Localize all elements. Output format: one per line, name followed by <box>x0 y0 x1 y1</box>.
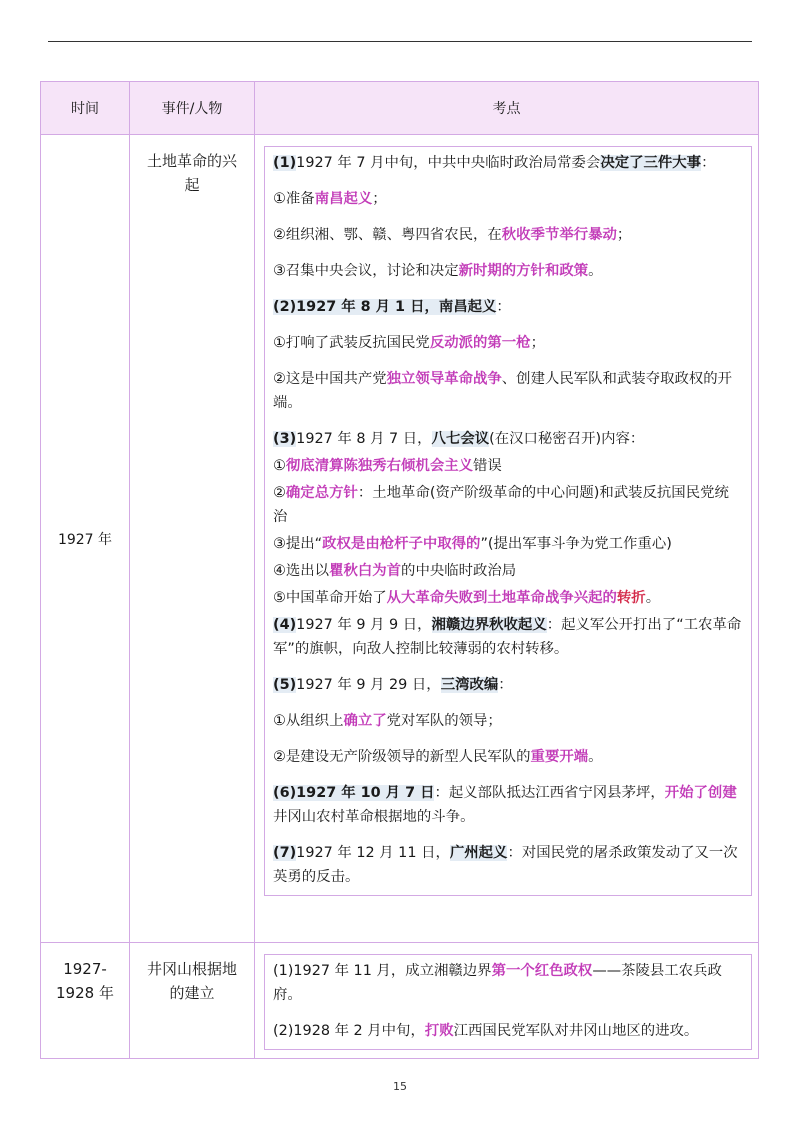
list-item: (3)1927 年 8 月 7 日，八七会议(在汉口秘密召开)内容： <box>273 431 645 447</box>
list-item: ①彻底清算陈独秀右倾机会主义错误 <box>273 458 502 474</box>
row-points <box>255 135 759 943</box>
page-number: 15 <box>393 1080 407 1093</box>
list-item: (2)1928 年 2 月中旬，打败江西国民党军队对井冈山地区的进攻。 <box>273 1023 699 1039</box>
list-item: (2)1927 年 8 月 1 日，南昌起义： <box>273 299 511 315</box>
header-points: 考点 <box>255 82 759 135</box>
list-item: ②是建设无产阶级领导的新型人民军队的重要开端。 <box>273 749 603 765</box>
list-item: (4)1927 年 9 月 9 日，湘赣边界秋收起义：起义军公开打出了“工农革命军”的旗帜，向敌人控制比较薄弱的农村转移。 <box>273 617 742 657</box>
table-row <box>41 135 759 943</box>
list-item: (7)1927 年 12 月 11 日，广州起义：对国民党的屠杀政策发动了又一次英勇的反击。 <box>273 845 738 885</box>
list-item: ③召集中央会议，讨论和决定新时期的方针和政策。 <box>273 263 603 279</box>
header-time: 时间 <box>41 82 130 135</box>
row-time: 1927-1928 年 <box>41 943 130 1059</box>
list-item: ①准备南昌起义； <box>273 191 387 207</box>
list-item: ④选出以瞿秋白为首的中央临时政治局 <box>273 563 517 579</box>
list-item: ③提出“政权是由枪杆子中取得的”(提出军事斗争为党工作重心) <box>273 536 672 552</box>
list-item: (5)1927 年 9 月 29 日，三湾改编： <box>273 677 513 693</box>
list-item: ①打响了武装反抗国民党反动派的第一枪； <box>273 335 545 351</box>
points-box <box>264 146 752 896</box>
list-item: ①从组织上确立了党对军队的领导； <box>273 713 502 729</box>
row-time: 1927 年 <box>41 135 130 943</box>
list-item: ②组织湘、鄂、赣、粤四省农民，在秋收季节举行暴动； <box>273 227 632 243</box>
row-points <box>255 943 759 1059</box>
list-item: (6)1927 年 10 月 7 日：起义部队抵达江西省宁冈县茅坪，开始了创建井冈山农村革命根据地的斗争。 <box>273 785 737 825</box>
row-event: 土地革命的兴起 <box>130 135 255 943</box>
points-box <box>264 954 752 1050</box>
list-item: ②确定总方针：土地革命(资产阶级革命的中心问题)和武装反抗国民党统治 <box>273 485 729 525</box>
list-item: ⑤中国革命开始了从大革命失败到土地革命战争兴起的转折。 <box>273 590 661 606</box>
header-event: 事件/人物 <box>130 82 255 135</box>
header-rule <box>48 41 752 42</box>
list-item: ②这是中国共产党独立领导革命战争、创建人民军队和武装夺取政权的开端。 <box>273 371 733 411</box>
history-table <box>40 81 759 1059</box>
table-row <box>41 943 759 1059</box>
table-header-row <box>41 82 759 135</box>
row-event: 井冈山根据地的建立 <box>130 943 255 1059</box>
list-item: (1)1927 年 7 月中旬，中共中央临时政治局常委会决定了三件大事： <box>273 155 716 171</box>
list-item: (1)1927 年 11 月，成立湘赣边界第一个红色政权——茶陵县工农兵政府。 <box>273 963 722 1003</box>
